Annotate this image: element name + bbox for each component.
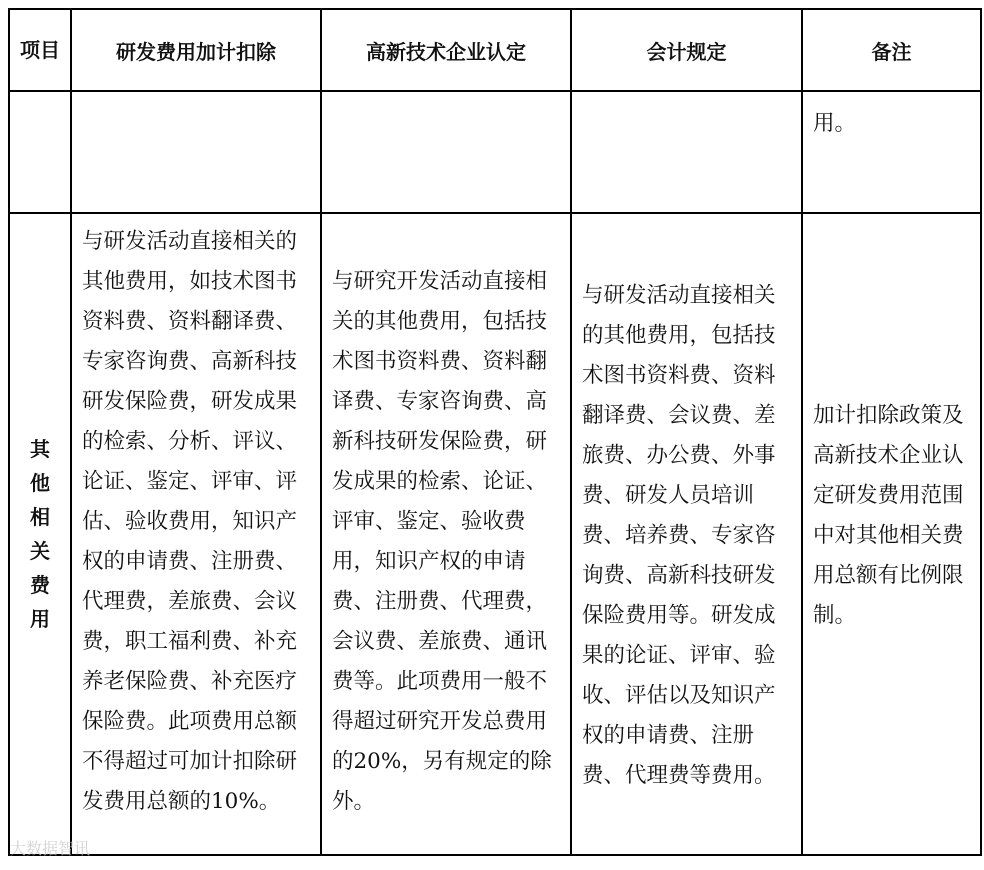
cell-empty: [9, 91, 71, 213]
rd-deduction-text: 与研发活动直接相关的其他费用，如技术图书资料费、资料翻译费、专家咨询费、高新科技研发保险费，研发成果的检索、分析、评议、论证、鉴定、评审、评估、验收费用，知识产权的申请费、注册费、代理费，差旅费、会议费，职工福利费、补充养老保险费、补充医疗保险费。此项费用总额不得超过可加计扣除研发费用总额的10%。: [82, 229, 298, 814]
high-tech-text: 与研究开发活动直接相关的其他费用，包括技术图书资料费、资料翻译费、专家咨询费、高新科技研发保险费，研发成果的检索、论证、评审、鉴定、验收费用，知识产权的申请费、注册费、代理费，会议费、差旅费、通讯费等。此项费用一般不得超过研究开发总费用的20%，另有规定的除外。: [332, 269, 552, 814]
remark-text: 加计扣除政策及高新技术企业认定研发费用范围中对其他相关费用总额有比例限制。: [813, 403, 964, 628]
table-row: [9, 213, 981, 855]
cell-remark: [802, 213, 981, 855]
cell-empty: [321, 91, 571, 213]
remark-continued-text: 用。: [813, 111, 857, 136]
comparison-table: [8, 8, 982, 856]
row-label-other-expenses: 其他相关费用: [30, 437, 50, 631]
cell-rd-deduction: [71, 213, 321, 855]
table-row: [9, 91, 981, 213]
header-row: [9, 9, 981, 91]
cell-empty: [571, 91, 802, 213]
header-rd-deduction: 研发费用加计扣除: [71, 9, 321, 91]
cell-remark-continued: [802, 91, 981, 213]
cell-row-label: [9, 213, 71, 855]
cell-high-tech: [321, 213, 571, 855]
accounting-text: 与研发活动直接相关的其他费用，包括技术图书资料费、资料翻译费、会议费、差旅费、办公费、外事费、研发人员培训费、培养费、专家咨询费、高新科技研发保险费用等。研发成果的论证、评审、验收、评估以及知识产权的申请费、注册费、代理费等费用。: [582, 283, 776, 788]
cell-accounting: [571, 213, 802, 855]
header-item: 项目: [9, 9, 71, 91]
header-remark: 备注: [802, 9, 981, 91]
header-high-tech: 高新技术企业认定: [321, 9, 571, 91]
header-accounting: 会计规定: [571, 9, 802, 91]
watermark: 大数据智讯: [10, 839, 91, 858]
cell-empty: [71, 91, 321, 213]
